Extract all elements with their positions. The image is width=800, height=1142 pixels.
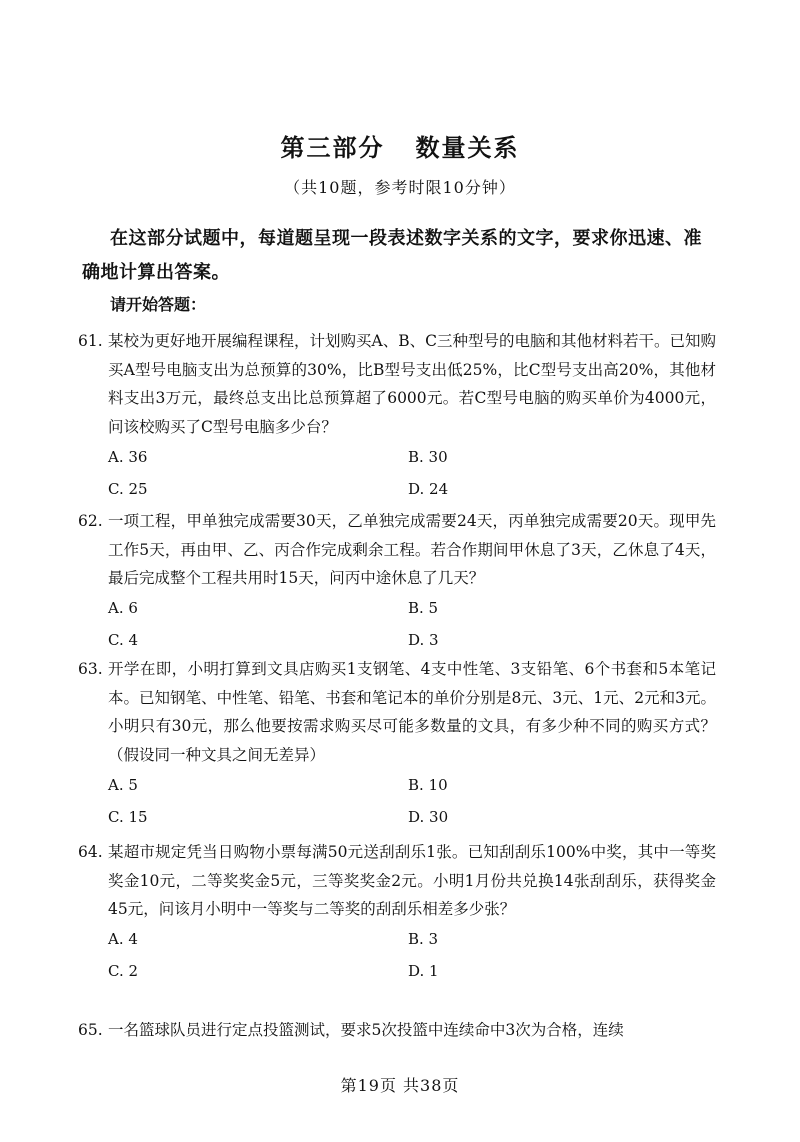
question-stem: 一项工程，甲单独完成需要30天，乙单独完成需要24天，丙单独完成需要20天。现甲先工作5天，再由甲、乙、丙合作完成剩余工程。若合作期间甲休息了3天，乙休息了4天，最后完成整个工程共用时15天，问丙中途休息了几天？ [108,512,716,587]
question-65 [78,1016,716,1045]
question-stem: 一名篮球队员进行定点投篮测试，要求5次投篮中连续命中3次为合格，连续 [108,1021,624,1039]
options [108,593,716,657]
question-number: 61. [78,332,103,350]
question-stem: 某校为更好地开展编程课程，计划购买A、B、C三种型号的电脑和其他材料若干。已知购买A型号电脑支出为总预算的30%，比B型号支出低25%，比C型号支出高20%，其他材料支出3万元，最终总支出比总预算超了6000元。若C型号电脑的购买单价为4000元，问该校购买了C型号电脑多少台？ [108,332,716,436]
question-stem: 某超市规定凭当日购物小票每满50元送刮刮乐1张。已知刮刮乐100%中奖，其中一等奖奖金10元，二等奖奖金5元，三等奖奖金2元。小明1月份共兑换14张刮刮乐，获得奖金45元，问该月小明中一等奖与二等奖的刮刮乐相差多少张？ [108,843,716,918]
option-b: B. 30 [408,447,448,466]
option-a: A. 36 [108,447,148,466]
option-d: D. 24 [408,479,449,498]
question-61 [78,327,716,505]
question-64 [78,838,716,988]
start-prompt: 请开始答题： [110,295,207,314]
option-a: A. 5 [108,775,138,794]
question-number: 65. [78,1021,103,1039]
option-c: C. 25 [108,479,148,498]
question-number: 64. [78,843,103,861]
option-c: C. 4 [108,631,139,650]
options [108,924,716,988]
question-62 [78,507,716,657]
section-title: 第三部分 数量关系 [280,134,520,162]
option-b: B. 5 [408,599,439,618]
option-d: D. 3 [408,631,439,650]
option-d: D. 30 [408,807,449,826]
option-c: C. 2 [108,962,139,981]
page-footer: 第19页 共38页 [340,1076,460,1095]
options [108,769,716,833]
instructions: 在这部分试题中，每道题呈现一段表述数字关系的文字，要求你迅速、准确地计算出答案。 [82,228,702,283]
question-number: 63. [78,660,103,678]
option-b: B. 10 [408,775,448,794]
option-d: D. 1 [408,962,439,981]
option-b: B. 3 [408,930,439,949]
question-63 [78,655,716,833]
question-number: 62. [78,512,103,530]
options [108,441,716,505]
option-a: A. 6 [108,599,138,618]
option-c: C. 15 [108,807,148,826]
section-subtitle: （共10题，参考时限10分钟） [284,178,516,197]
question-stem: 开学在即，小明打算到文具店购买1支钢笔、4支中性笔、3支铅笔、6个书套和5本笔记本。已知钢笔、中性笔、铅笔、书套和笔记本的单价分别是8元、3元、1元、2元和3元。小明只有30元，那么他要按需求购买尽可能多数量的文具，有多少种不同的购买方式？（假设同一种文具之间无差异） [108,660,716,764]
option-a: A. 4 [108,930,138,949]
